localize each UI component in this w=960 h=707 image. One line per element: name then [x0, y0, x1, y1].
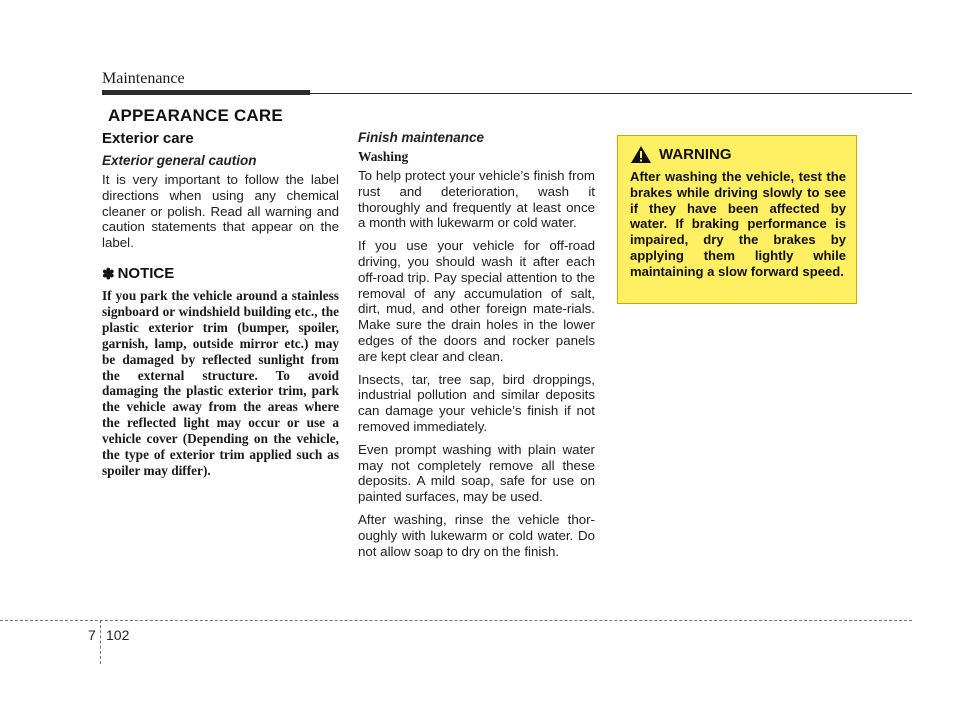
exterior-caution-paragraph: It is very important to follow the label directions when using any chemical cleaner or polish. Read all warning and caution statements that appear on the label.	[102, 172, 339, 251]
exterior-care-heading: Exterior care	[102, 130, 194, 147]
notice-title-text: NOTICE	[117, 265, 175, 283]
notice-heading	[102, 265, 339, 283]
washing-paragraph-3: Insects, tar, tree sap, bird droppings, industrial pollution and similar deposits can damage your vehicle’s finish if not removed immediately.	[358, 371, 595, 434]
warning-title: WARNING	[659, 146, 732, 163]
washing-paragraph-2: If you use your vehicle for off-road driving, you should wash it after each off-road trip. Pay special attention to the removal of any accumulation of salt, dirt, mud, and other foreign mate-rials. Make sure the drain holes in the lower edges of the doors and rocker panels are kept clear and clean.	[358, 238, 595, 364]
header-rule-thick	[102, 90, 310, 95]
running-header: Maintenance	[102, 70, 185, 87]
washing-paragraph-1: To help protect your vehicle’s finish from rust and deterioration, wash it thoroughly and frequently at least once a month with lukewarm or cold water.	[358, 168, 595, 231]
warning-text: After washing the vehicle, test the brakes while driving slowly to see if they have been affected by water. If braking performance is impaired, dry the brakes by applying them lightly while maintaining a slow forward speed.	[630, 169, 846, 279]
warning-heading	[630, 145, 846, 164]
washing-subheading: Washing	[358, 149, 409, 164]
page-number: 102	[106, 627, 130, 643]
header-rule-thin	[310, 93, 912, 94]
warning-triangle-icon	[630, 145, 652, 164]
footer-rule	[0, 620, 912, 621]
column-left	[102, 130, 339, 479]
column-middle	[358, 130, 595, 566]
footer-divider	[100, 620, 101, 664]
notice-text: If you park the vehicle around a stainless signboard or windshield building etc., the plastic exterior trim (bumper, spoiler, garnish, lamp, outside mirror etc.) may be damaged by reflected sunlight from the external structure. To avoid damaging the plastic exterior trim, park the vehicle away from the areas where the reflected light may occur or use a vehicle cover (Depending on the vehicle, the type of exterior trim applied such as spoiler may differ).	[102, 287, 339, 478]
chapter-number: 7	[88, 627, 96, 643]
finish-maintenance-heading: Finish maintenance	[358, 130, 485, 145]
notice-star-icon: ✽	[102, 265, 115, 283]
exterior-caution-subheading: Exterior general caution	[102, 153, 257, 168]
warning-box	[617, 135, 857, 304]
washing-paragraph-4: Even prompt washing with plain water may not completely remove all these deposits. A mild soap, safe for use on painted surfaces, may be used.	[358, 441, 595, 505]
washing-paragraph-5: After washing, rinse the vehicle thor-oughly with lukewarm or cold water. Do not allow soap to dry on the finish.	[358, 511, 595, 559]
section-title: APPEARANCE CARE	[108, 106, 283, 125]
